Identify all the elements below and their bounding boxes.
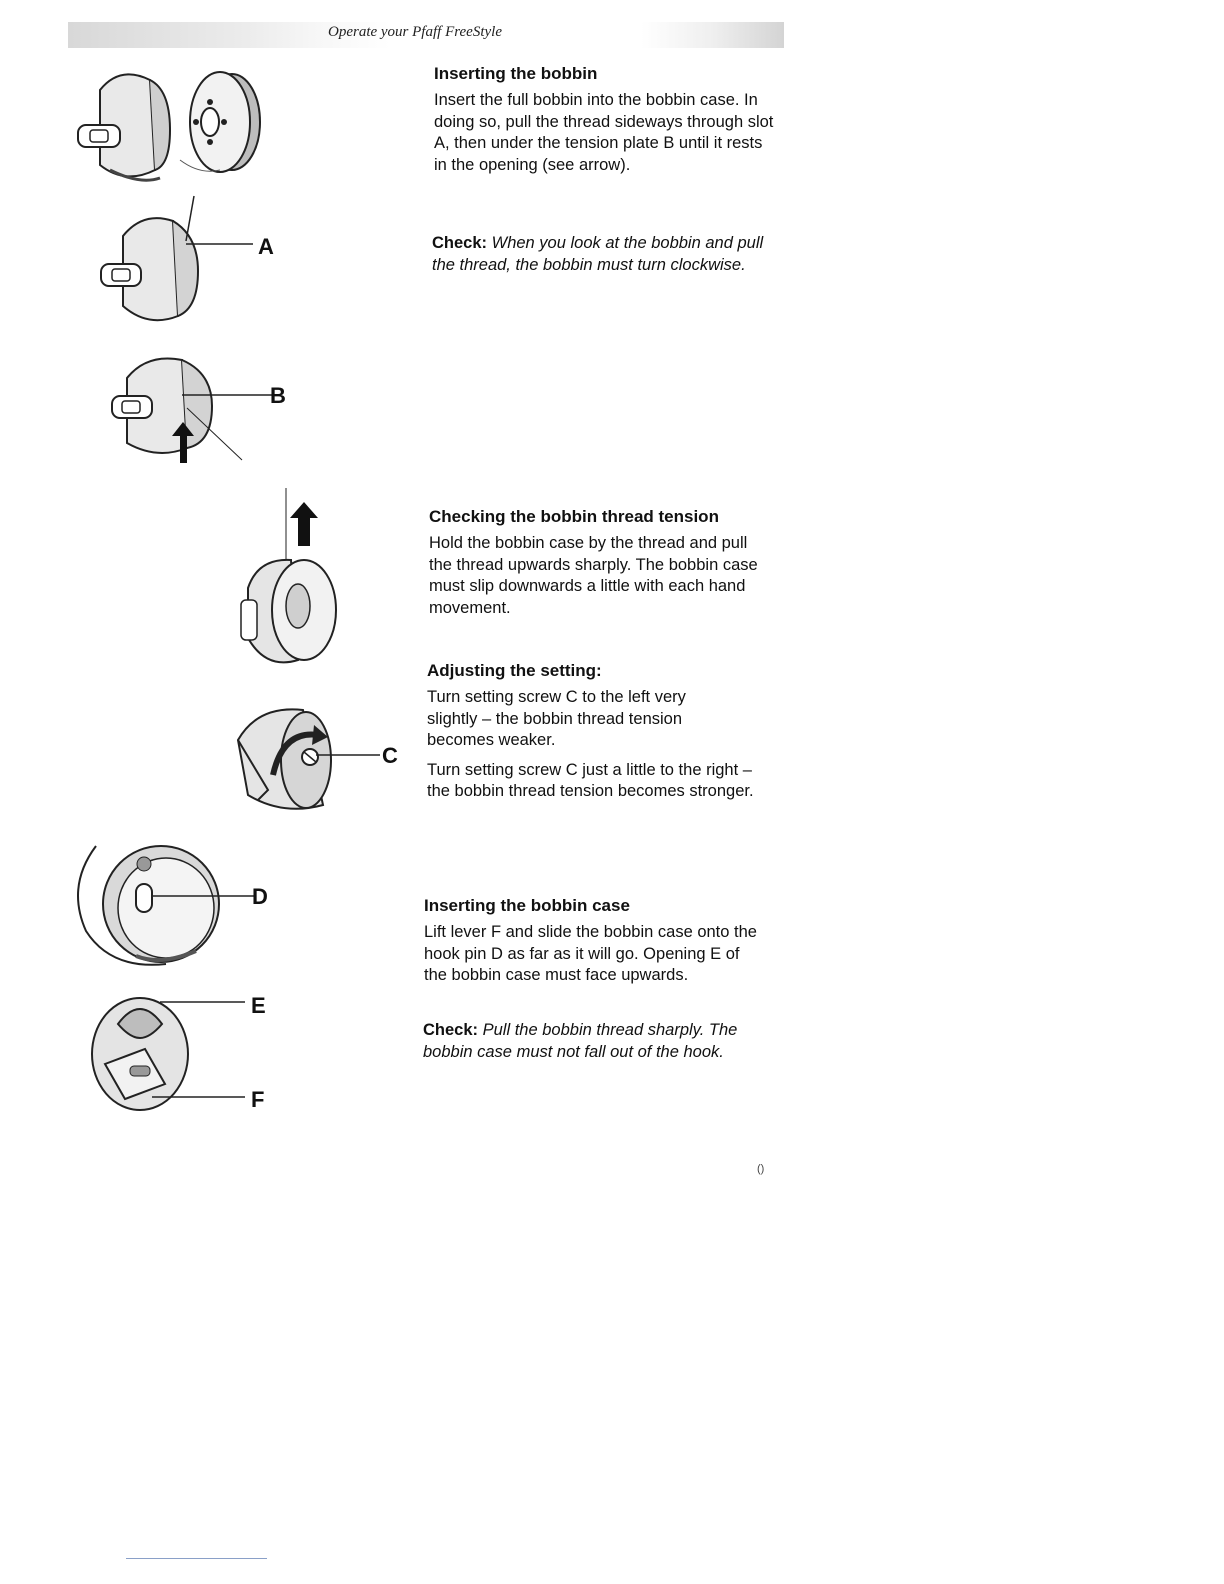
slot-a-illustration	[98, 196, 263, 326]
section-text: Hold the bobbin case by the thread and pull the thread upwards sharply. The bobbin case must slip downwards a little with each hand movement.	[429, 534, 758, 617]
callout-d: D	[252, 884, 268, 909]
bobbin-insert-illustration	[70, 60, 270, 190]
check-bobbin-turn	[432, 233, 767, 276]
section-checking-tension	[429, 507, 759, 619]
setting-screw-c-illustration	[228, 700, 398, 816]
footer-rule	[126, 1558, 267, 1559]
tension-plate-b-illustration	[112, 348, 277, 466]
section-heading: Checking the bobbin thread tension	[429, 507, 719, 526]
check-label: Check:	[423, 1021, 479, 1039]
section-inserting-bobbin	[434, 64, 774, 176]
page-header-title: Operate your Pfaff FreeStyle	[328, 24, 502, 40]
section-text: Lift lever F and slide the bobbin case onto the hook pin D as far as it will go. Opening E of the bobbin case must face upwards.	[424, 923, 757, 984]
check-bobbin-case-secure	[423, 1020, 743, 1063]
section-heading: Adjusting the setting:	[427, 661, 602, 680]
tension-check-illustration	[236, 488, 346, 670]
callout-a: A	[258, 234, 274, 259]
check-label: Check:	[432, 234, 488, 252]
section-adjusting-setting	[427, 661, 765, 803]
section-heading: Inserting the bobbin case	[424, 896, 630, 915]
page-mark: ()	[757, 1163, 765, 1175]
hook-pin-d-illustration	[66, 846, 256, 970]
check-paragraph	[432, 233, 767, 276]
section-inserting-bobbin-case	[424, 896, 764, 987]
callout-b: B	[270, 383, 286, 408]
callout-c: C	[382, 743, 398, 768]
section-text: Insert the full bobbin into the bobbin case. In doing so, pull the thread sideways through slot A, then under the tension plate B until it rests in the opening (see arrow).	[434, 91, 774, 174]
bobbin-case-e-f-illustration	[90, 994, 255, 1114]
check-text: When you look at the bobbin and pull the thread, the bobbin must turn clockwise.	[432, 234, 764, 274]
check-text: Pull the bobbin thread sharply. The bobbin case must not fall out of the hook.	[423, 1021, 738, 1061]
section-text-stronger: Turn setting screw C just a little to the right – the bobbin thread tension becomes stronger.	[427, 760, 754, 800]
section-text-weaker: Turn setting screw C to the left very slightly – the bobbin thread tension becomes weaker.	[427, 688, 686, 749]
callout-e: E	[251, 993, 266, 1018]
callout-f: F	[251, 1087, 265, 1112]
check-paragraph	[423, 1020, 743, 1063]
section-heading: Inserting the bobbin	[434, 64, 598, 83]
